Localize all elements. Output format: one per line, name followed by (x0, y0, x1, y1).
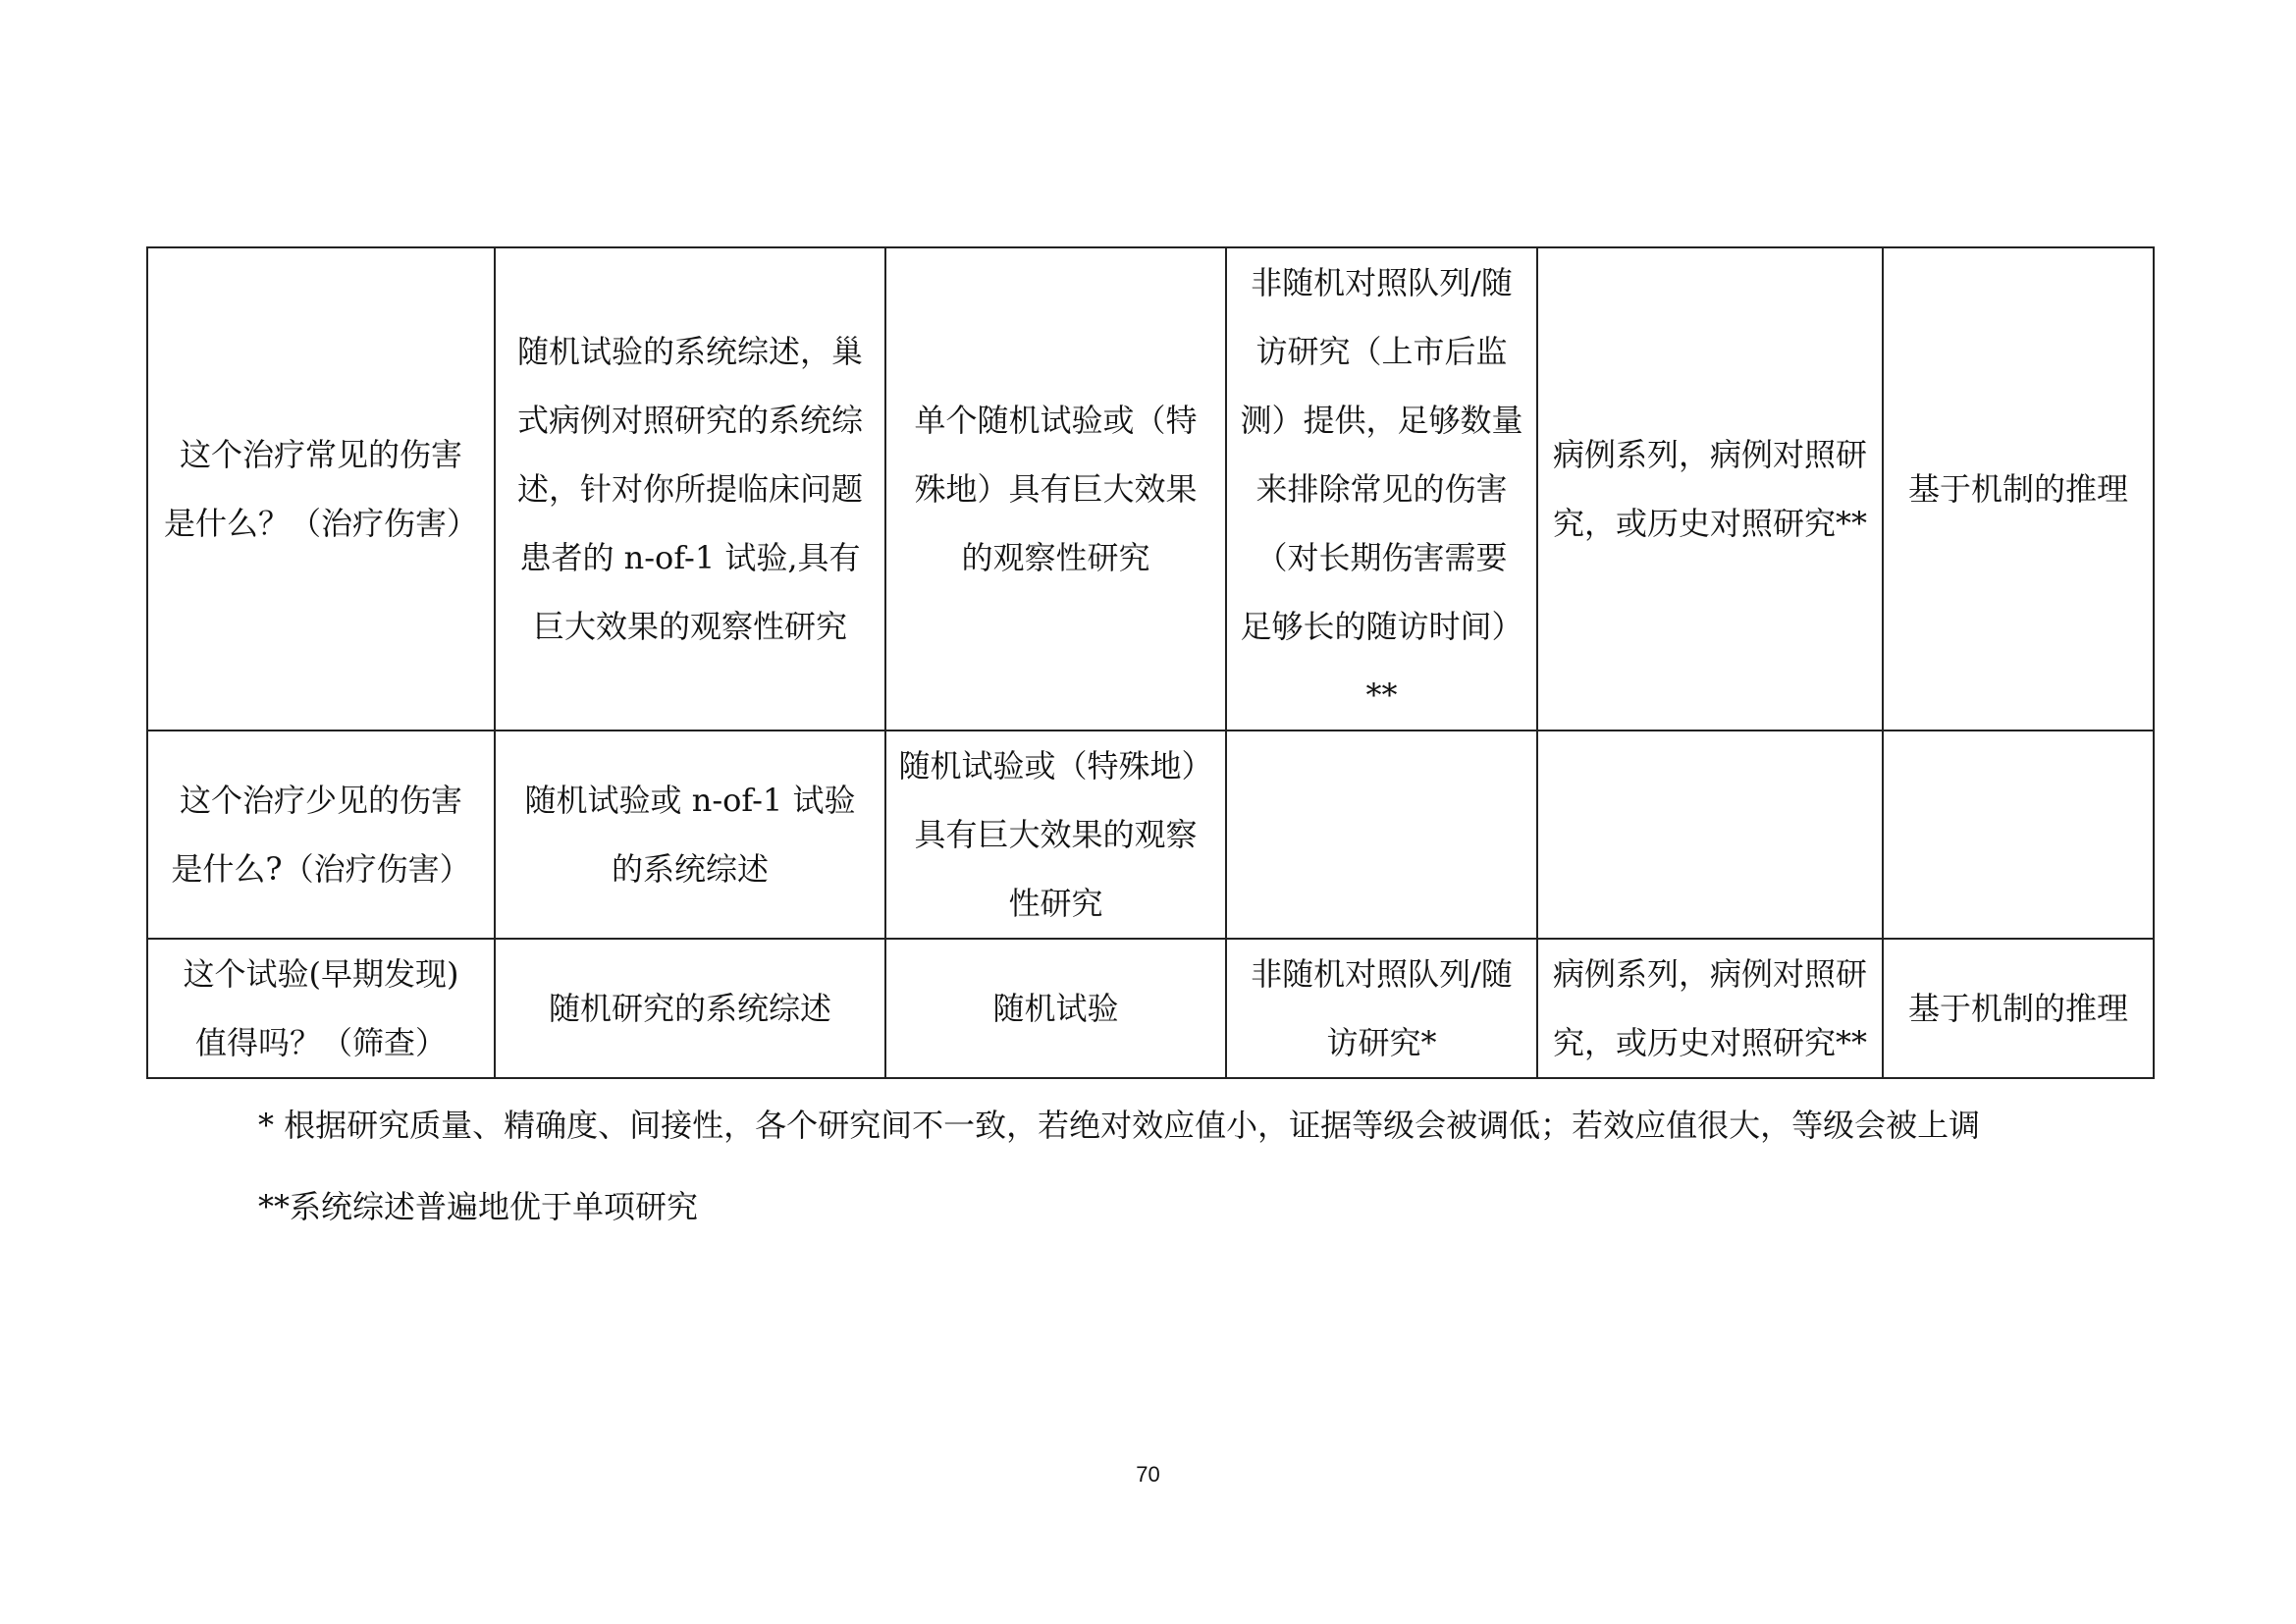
level-4-cell (1537, 731, 1883, 939)
footnote-systematic-review: **系统综述普遍地优于单项研究 (258, 1188, 699, 1225)
level-2-cell: 随机试验 (885, 939, 1226, 1078)
page-number: 70 (1136, 1462, 1160, 1487)
level-3-cell (1226, 731, 1537, 939)
footnote-grade-adjustment: * 根据研究质量、精确度、间接性，各个研究间不一致，若绝对效应值小，证据等级会被调低；若效应值很大，等级会被上调 (258, 1107, 1981, 1144)
level-5-cell (1883, 731, 2154, 939)
evidence-level-table (146, 246, 2155, 1079)
level-3-cell: 非随机对照队列/随 访研究（上市后监 测）提供，足够数量 来排除常见的伤害 （对长期伤害需要 足够长的随访时间） ** (1226, 247, 1537, 731)
level-4-cell: 病例系列，病例对照研 究，或历史对照研究** (1537, 939, 1883, 1078)
table-row (147, 247, 2154, 731)
question-cell: 这个试验(早期发现) 值得吗？（筛查） (147, 939, 495, 1078)
level-1-cell: 随机试验的系统综述，巢 式病例对照研究的系统综 述，针对你所提临床问题 患者的 n-of-1 试验,具有 巨大效果的观察性研究 (495, 247, 885, 731)
level-2-cell: 随机试验或（特殊地） 具有巨大效果的观察 性研究 (885, 731, 1226, 939)
level-4-cell: 病例系列，病例对照研 究，或历史对照研究** (1537, 247, 1883, 731)
level-1-cell: 随机试验或 n-of-1 试验 的系统综述 (495, 731, 885, 939)
question-cell: 这个治疗少见的伤害 是什么?（治疗伤害） (147, 731, 495, 939)
table-row (147, 939, 2154, 1078)
level-2-cell: 单个随机试验或（特 殊地）具有巨大效果 的观察性研究 (885, 247, 1226, 731)
level-5-cell: 基于机制的推理 (1883, 939, 2154, 1078)
level-1-cell: 随机研究的系统综述 (495, 939, 885, 1078)
table-row (147, 731, 2154, 939)
level-5-cell: 基于机制的推理 (1883, 247, 2154, 731)
level-3-cell: 非随机对照队列/随 访研究* (1226, 939, 1537, 1078)
question-cell: 这个治疗常见的伤害 是什么？（治疗伤害） (147, 247, 495, 731)
